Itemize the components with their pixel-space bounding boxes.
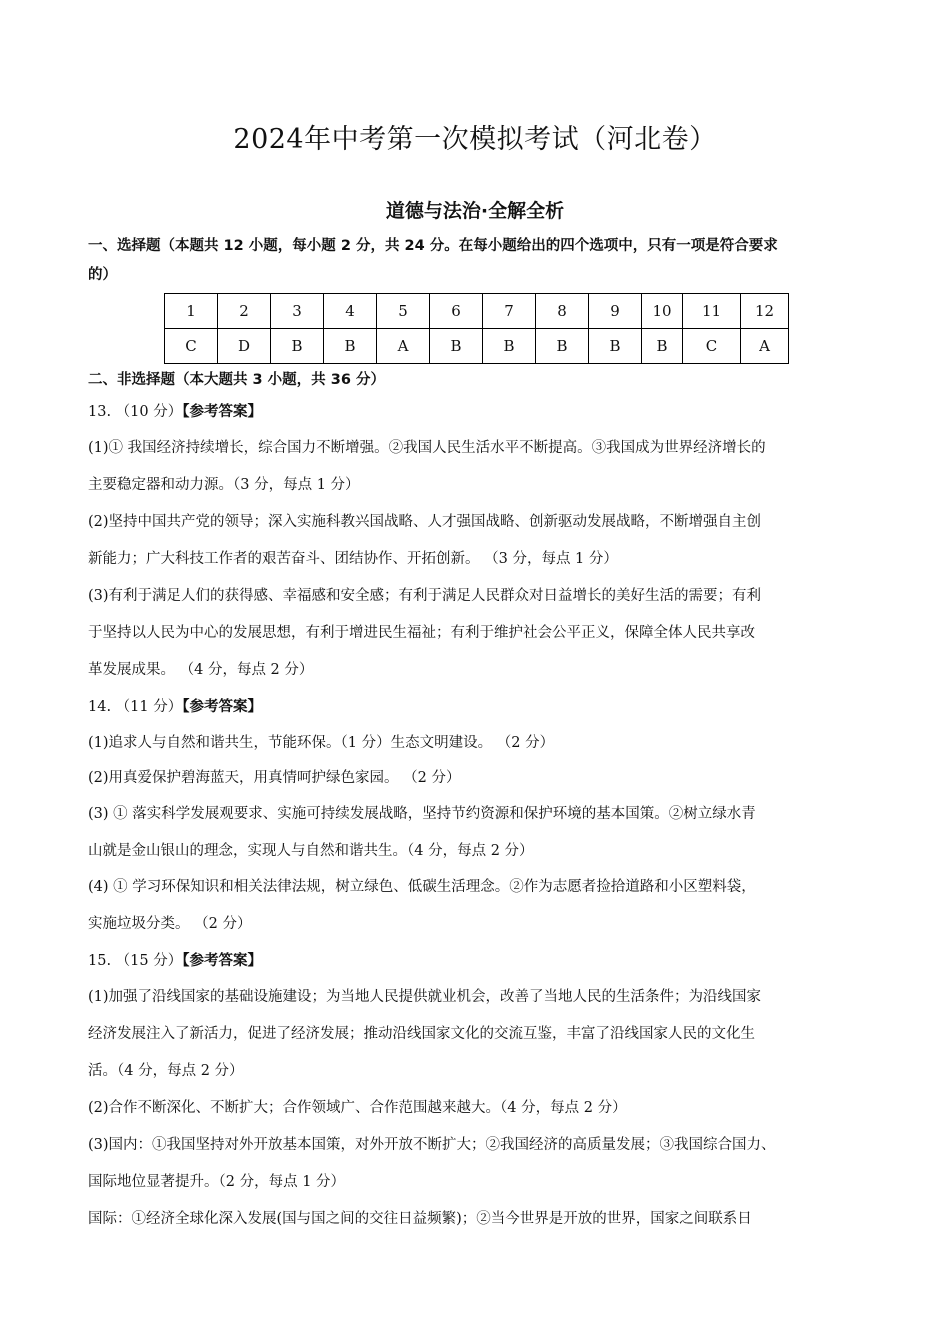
table-cell: B xyxy=(642,329,683,364)
q14-line: (4) ① 学习环保知识和相关法律法规，树立绿色、低碳生活理念。②作为志愿者捡拾道路和小区塑料袋， xyxy=(88,879,756,895)
q13-line: 革发展成果。 （4 分，每点 2 分） xyxy=(88,662,314,678)
table-row-answers xyxy=(165,329,789,364)
q15-line: (1)加强了沿线国家的基础设施建设；为当地人民提供就业机会，改善了当地人民的生活条件；为沿线国家 xyxy=(88,989,762,1005)
table-cell: 9 xyxy=(589,294,642,329)
q15-score: （15 分） xyxy=(115,953,183,969)
q14-line: 实施垃圾分类。 （2 分） xyxy=(88,916,252,932)
q15-line: (3)国内：①我国坚持对外开放基本国策，对外开放不断扩大；②我国经济的高质量发展；③我国综合国力、 xyxy=(88,1137,776,1153)
q15-line: 国际地位显著提升。（2 分，每点 1 分） xyxy=(88,1174,346,1190)
table-row-numbers xyxy=(165,294,789,329)
table-cell: 6 xyxy=(430,294,483,329)
q15-label: 【参考答案】 xyxy=(182,953,262,969)
table-cell: 10 xyxy=(642,294,683,329)
table-cell: 2 xyxy=(218,294,271,329)
q13-line: 新能力；广大科技工作者的艰苦奋斗、团结协作、开拓创新。 （3 分，每点 1 分） xyxy=(88,551,618,567)
q14-score: （11 分） xyxy=(115,699,183,715)
section2-heading: 二、非选择题（本大题共 3 小题，共 36 分） xyxy=(88,372,385,388)
table-cell: B xyxy=(430,329,483,364)
page-subtitle: 道德与法治·全解全析 xyxy=(385,200,565,222)
table-cell: B xyxy=(589,329,642,364)
q14-header xyxy=(88,696,878,718)
q14-line: (3) ① 落实科学发展观要求、实施可持续发展战略，坚持节约资源和保护环境的基本国策。②树立绿水青 xyxy=(88,806,756,822)
q15-line: 活。（4 分，每点 2 分） xyxy=(88,1063,244,1079)
q13-score: （10 分） xyxy=(115,404,183,420)
q13-label: 【参考答案】 xyxy=(182,404,262,420)
table-cell: B xyxy=(271,329,324,364)
table-cell: 1 xyxy=(165,294,218,329)
q14-line: (2)用真爱保护碧海蓝天，用真情呵护绿色家园。 （2 分） xyxy=(88,770,461,786)
q15-number: 15. xyxy=(88,953,112,969)
q13-number: 13. xyxy=(88,404,112,420)
q13-header xyxy=(88,401,878,423)
q15-header xyxy=(88,950,878,972)
q14-line: 山就是金山银山的理念，实现人与自然和谐共生。（4 分，每点 2 分） xyxy=(88,843,534,859)
table-cell: 3 xyxy=(271,294,324,329)
section1-heading-cont: 的） xyxy=(88,267,117,283)
q15-line: (2)合作不断深化、不断扩大；合作领域广、合作范围越来越大。（4 分，每点 2 分） xyxy=(88,1100,627,1116)
table-cell: A xyxy=(741,329,789,364)
q13-line: (2)坚持中国共产党的领导；深入实施科教兴国战略、人才强国战略、创新驱动发展战略，不断增强自主创 xyxy=(88,514,762,530)
table-cell: C xyxy=(683,329,741,364)
page-title: 2024年中考第一次模拟考试（河北卷） xyxy=(233,124,717,155)
q13-line: 主要稳定器和动力源。（3 分，每点 1 分） xyxy=(88,477,360,493)
table-cell: 5 xyxy=(377,294,430,329)
section1-heading: 一、选择题（本题共 12 小题，每小题 2 分，共 24 分。在每小题给出的四个选项中，只有一项是符合要求 xyxy=(88,238,778,254)
answer-table xyxy=(164,293,789,364)
q13-line: (1)① 我国经济持续增长，综合国力不断增强。②我国人民生活水平不断提高。③我国成为世界经济增长的 xyxy=(88,440,766,456)
table-cell: 8 xyxy=(536,294,589,329)
table-cell: B xyxy=(536,329,589,364)
table-cell: C xyxy=(165,329,218,364)
q15-line: 经济发展注入了新活力，促进了经济发展；推动沿线国家文化的交流互鉴，丰富了沿线国家人民的文化生 xyxy=(88,1026,755,1042)
q13-line: 于坚持以人民为中心的发展思想，有利于增进民生福祉；有利于维护社会公平正义，保障全体人民共享改 xyxy=(88,625,755,641)
table-cell: 12 xyxy=(741,294,789,329)
q14-line: (1)追求人与自然和谐共生，节能环保。（1 分）生态文明建设。 （2 分） xyxy=(88,735,555,751)
table-cell: B xyxy=(483,329,536,364)
table-cell: B xyxy=(324,329,377,364)
table-cell: D xyxy=(218,329,271,364)
table-cell: 4 xyxy=(324,294,377,329)
q13-line: (3)有利于满足人们的获得感、幸福感和安全感；有利于满足人民群众对日益增长的美好生活的需要；有利 xyxy=(88,588,762,604)
q15-line: 国际：①经济全球化深入发展(国与国之间的交往日益频繁)；②当今世界是开放的世界，国家之间联系日 xyxy=(88,1211,752,1227)
q14-label: 【参考答案】 xyxy=(182,699,262,715)
table-cell: 7 xyxy=(483,294,536,329)
table-cell: A xyxy=(377,329,430,364)
table-cell: 11 xyxy=(683,294,741,329)
q14-number: 14. xyxy=(88,699,112,715)
